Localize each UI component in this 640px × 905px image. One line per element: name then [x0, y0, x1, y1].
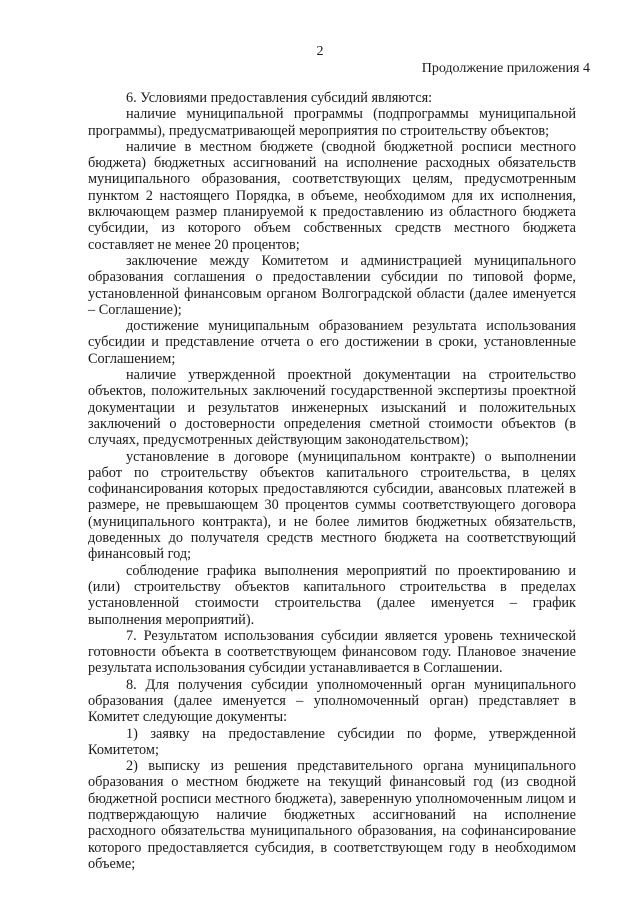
paragraph-condition-budget: наличие в местном бюджете (сводной бюджетной росписи местного бюджета) бюджетных ассигнований на исполнение расходных обязательств муниципального образования, соответствующих целям, предусмотренным пунктом 2 настоящего Порядка, в объеме, необходимом для их исполнения, включающем размер планируемой к предоставлению из областного бюджета субсидии, из которого объем собственных средств местного бюджета составляет не менее 20 процентов;: [88, 138, 576, 253]
paragraph-document-budget-extract: 2) выписку из решения представительного органа муниципального образования о местном бюджете на текущий финансовый год (из сводной бюджетной росписи местного бюджета), заверенную уполномоченным лицом и подтверждающую наличие бюджетных ассигнований на исполнение расходного обязательства муниципального образования, на софинансирование которого предоставляется субсидия, в соответствующем году в необходимом объеме;: [88, 758, 576, 872]
paragraph-condition-result: достижение муниципальным образованием результата использования субсидии и представление отчета о его достижении в сроки, установленные Соглашением;: [88, 318, 576, 367]
document-body: [88, 90, 576, 872]
paragraph-condition-advance-payments: установление в договоре (муниципальном контракте) о выполнении работ по строительству объектов капитального строительства, в целях софинансирования которых предоставляются субсидии, авансовых платежей в размере, не превышающем 30 процентов суммы соответствующего договора (муниципального контракта), и не более лимитов бюджетных обязательств, доведенных до получателя средств местного бюджета на соответствующий финансовый год;: [88, 448, 576, 563]
paragraph-conditions-heading: 6. Условиями предоставления субсидий являются:: [126, 90, 433, 106]
paragraph-result-of-use: 7. Результатом использования субсидии является уровень технической готовности объекта в соответствующем финансовом году. Плановое значение результата использования субсидии устанавливается в Соглашении.: [88, 627, 576, 677]
paragraph-condition-agreement: заключение между Комитетом и администрацией муниципального образования соглашения о предоставлении субсидии по типовой форме, установленной финансовым органом Волгоградской области (далее именуется – Соглашение);: [88, 252, 576, 318]
paragraph-document-application: 1) заявку на предоставление субсидии по форме, утвержденной Комитетом;: [88, 725, 576, 758]
page-number: 2: [316, 44, 324, 59]
paragraph-condition-design-docs: наличие утвержденной проектной документации на строительство объектов, положительных заключений государственной экспертизы проектной документации и результатов инженерных изысканий и положительных заключений о достоверности определения сметной стоимости объектов (в случаях, предусмотренных действующим законодательством);: [88, 367, 576, 449]
paragraph-documents-heading: 8. Для получения субсидии уполномоченный орган муниципального образования (далее именуется – уполномоченный орган) представляет в Комитет следующие документы:: [88, 676, 576, 726]
appendix-continuation-label: Продолжение приложения 4: [421, 61, 590, 76]
paragraph-condition-schedule: соблюдение графика выполнения мероприятий по проектированию и (или) строительству объектов капитального строительства в пределах установленной стоимости строительства (далее именуется – график выполнения мероприятий).: [88, 562, 576, 628]
paragraph-condition-program: наличие муниципальной программы (подпрограммы муниципальной программы), предусматривающей мероприятия по строительству объектов;: [88, 106, 576, 139]
